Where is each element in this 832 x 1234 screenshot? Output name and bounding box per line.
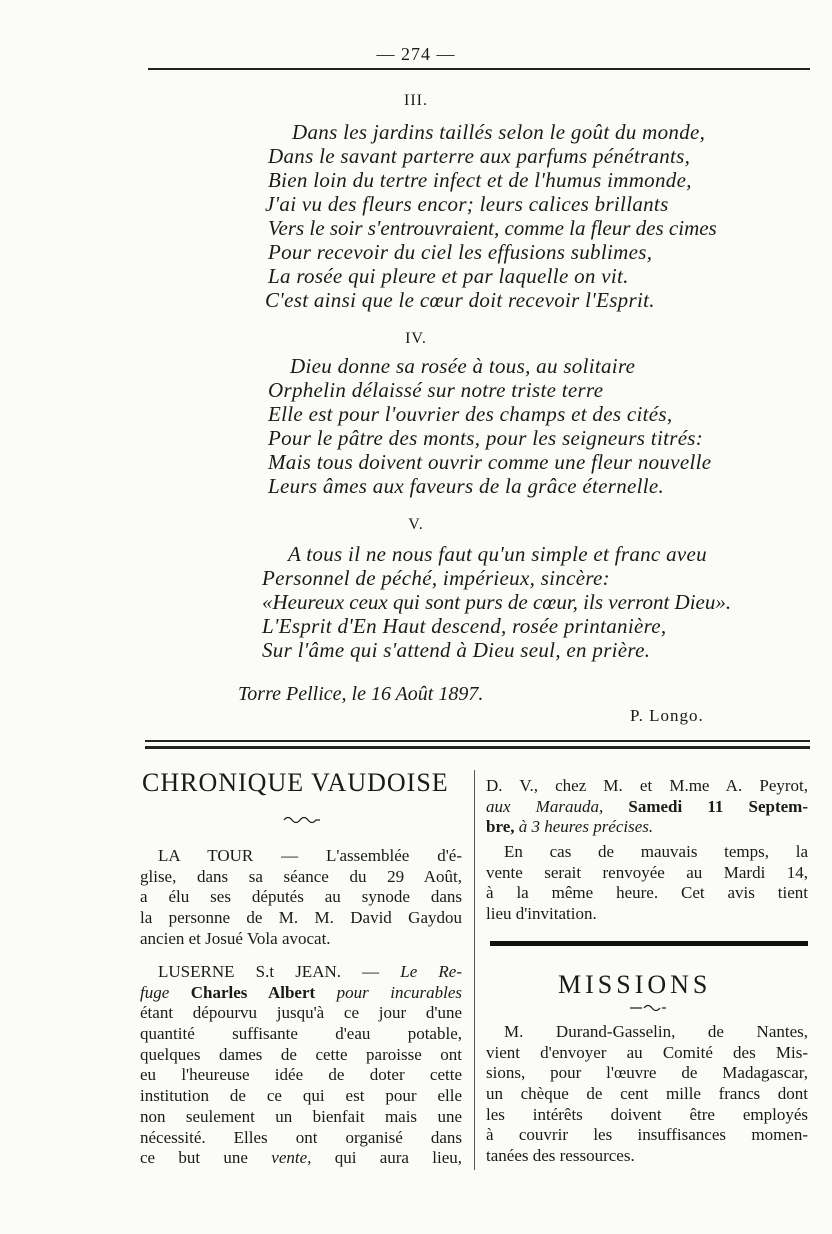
article-luserne bbox=[140, 962, 462, 1169]
article-line bbox=[140, 962, 462, 983]
text-italic: pour incurables bbox=[336, 982, 463, 1002]
poem-line: Bien loin du tertre infect et de l'humus immonde, bbox=[268, 168, 692, 192]
text-italic: vente, bbox=[271, 1148, 312, 1168]
article-line: vente serait renvoyée au Mardi 14, bbox=[486, 862, 808, 882]
section-separator-rule bbox=[145, 746, 810, 749]
text-bold: Samedi 11 Septem- bbox=[628, 796, 809, 816]
article-lead: LUSERNE S.t JEAN. — bbox=[158, 962, 380, 981]
poem-line: J'ai vu des fleurs encor; leurs calices brillants bbox=[265, 192, 669, 216]
article-continuation bbox=[486, 776, 808, 838]
stanza-number: III. bbox=[404, 92, 428, 109]
poem-line: Personnel de péché, impérieux, sincère: bbox=[262, 566, 610, 590]
text: ce but une bbox=[140, 1148, 248, 1168]
article-line: vient d'envoyer au Comité des Mis- bbox=[486, 1042, 808, 1062]
poem-line: Elle est pour l'ouvrier des champs et des cités, bbox=[268, 402, 673, 426]
article-line: à la même heure. Cet avis tient bbox=[486, 883, 808, 903]
article-line: a élu ses députés au synode dans bbox=[140, 887, 462, 907]
article-line bbox=[140, 983, 462, 1004]
article-line: étant dépourvu jusqu'à ce jour d'une bbox=[140, 1003, 462, 1023]
article-line: la personne de M. M. David Gaydou bbox=[140, 908, 462, 928]
article-line: lieu d'invitation. bbox=[486, 904, 597, 924]
text-italic: aux Marauda, bbox=[486, 796, 604, 816]
poem-line: Dans le savant parterre aux parfums pénétrants, bbox=[268, 144, 691, 168]
article-line: quelques dames de cette paroisse ont bbox=[140, 1044, 462, 1064]
article-line: LA TOUR — L'assemblée d'é- bbox=[158, 846, 462, 865]
article-line: non seulement un bienfait mais une bbox=[140, 1106, 462, 1126]
article-line: institution de ce qui est pour elle bbox=[140, 1086, 462, 1106]
squiggle-ornament bbox=[282, 814, 322, 824]
squiggle-ornament bbox=[628, 1002, 668, 1012]
poem-line: Dans les jardins taillés selon le goût du monde, bbox=[292, 120, 706, 144]
article-line bbox=[486, 817, 808, 838]
section-title-missions: MISSIONS bbox=[558, 970, 712, 999]
article-line: à couvrir les insuffisances momen- bbox=[486, 1125, 808, 1145]
poem-line: La rosée qui pleure et par laquelle on vit. bbox=[268, 264, 629, 288]
poem-line: C'est ainsi que le cœur doit recevoir l'Esprit. bbox=[265, 288, 655, 312]
article-line: un chèque de cent mille francs dont bbox=[486, 1084, 808, 1104]
article-line: ancien et Josué Vola avocat. bbox=[140, 928, 331, 948]
poem-line: Orphelin délaissé sur notre triste terre bbox=[268, 378, 604, 402]
text-bold: Charles Albert bbox=[190, 982, 316, 1002]
poem-line: Mais tous doivent ouvrir comme une fleur nouvelle bbox=[268, 450, 712, 474]
poem-line: A tous il ne nous faut qu'un simple et franc aveu bbox=[288, 542, 707, 566]
poem-line: Pour le pâtre des monts, pour les seigneurs titrés: bbox=[268, 426, 704, 450]
poem-line: Leurs âmes aux faveurs de la grâce éternelle. bbox=[268, 474, 665, 498]
article-line: quantité suffisante d'eau potable, bbox=[140, 1024, 462, 1044]
article-line: glise, dans sa séance du 29 Août, bbox=[140, 866, 462, 886]
article-line: nécessité. Elles ont organisé dans bbox=[140, 1127, 462, 1147]
poem-signature: P. Longo. bbox=[630, 706, 704, 725]
article-line: tanées des ressources. bbox=[486, 1146, 635, 1166]
poem-line: Pour recevoir du ciel les effusions sublimes, bbox=[268, 240, 653, 264]
article-line: eu l'heureuse idée de doter cette bbox=[140, 1065, 462, 1085]
article-missions bbox=[486, 1022, 808, 1167]
article-la-tour bbox=[140, 846, 462, 949]
column-divider bbox=[474, 770, 475, 1170]
poem-line: Vers le soir s'entrouvraient, comme la fleur des cimes bbox=[268, 216, 717, 240]
article-line bbox=[140, 1148, 462, 1169]
article-line: sions, pour l'œuvre de Madagascar, bbox=[486, 1063, 808, 1083]
article-line: D. V., chez M. et M.me A. Peyrot, bbox=[486, 776, 808, 795]
poem-line: Dieu donne sa rosée à tous, au solitaire bbox=[290, 354, 636, 378]
text: qui aura lieu, bbox=[334, 1148, 463, 1168]
section-title-chronique: CHRONIQUE VAUDOISE bbox=[142, 768, 449, 797]
article-line bbox=[486, 797, 808, 818]
poem-line: Sur l'âme qui s'attend à Dieu seul, en prière. bbox=[262, 638, 651, 662]
article-rain-notice bbox=[486, 842, 808, 925]
poem-date: Torre Pellice, le 16 Août 1897. bbox=[238, 683, 484, 705]
article-line: En cas de mauvais temps, la bbox=[504, 842, 808, 861]
article-line: M. Durand-Gasselin, de Nantes, bbox=[504, 1022, 808, 1041]
stanza-number: V. bbox=[408, 516, 424, 533]
section-separator-rule bbox=[145, 740, 810, 742]
stanza-number: IV. bbox=[405, 330, 427, 347]
page-number: — 274 — bbox=[376, 44, 456, 64]
article-lead-italic: Le Re- bbox=[400, 962, 463, 981]
poem-line: L'Esprit d'En Haut descend, rosée printanière, bbox=[262, 614, 667, 638]
top-rule bbox=[148, 68, 810, 70]
article-line: les intérêts doivent être employés bbox=[486, 1104, 808, 1124]
heavy-rule bbox=[490, 941, 808, 946]
text-italic: fuge bbox=[140, 982, 170, 1002]
text-italic: à 3 heures précises. bbox=[518, 817, 654, 837]
text-bold: bre, bbox=[486, 817, 515, 837]
poem-line: «Heureux ceux qui sont purs de cœur, ils verront Dieu». bbox=[262, 590, 732, 614]
